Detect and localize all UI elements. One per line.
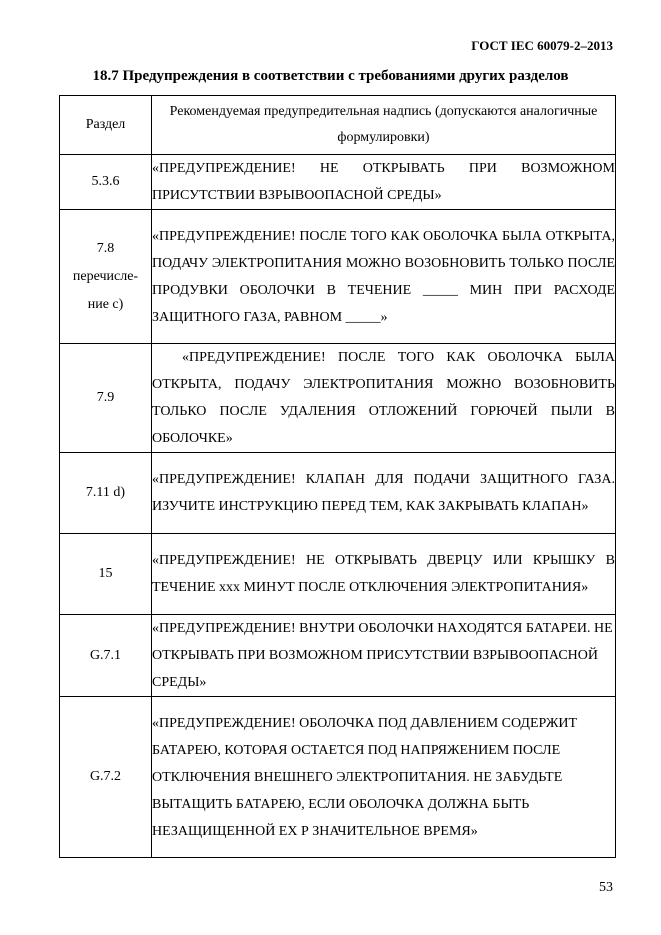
column-header-section: Раздел	[60, 96, 152, 155]
page-number: 53	[599, 880, 613, 895]
section-cell: 5.3.6	[60, 155, 152, 210]
section-cell: 7.9	[60, 344, 152, 453]
column-header-warning-text: Рекомендуемая предупредительная надпись (допускаются аналогичные формулировки)	[152, 96, 616, 155]
table-row	[60, 344, 616, 453]
table-row	[60, 210, 616, 344]
section-cell: G.7.2	[60, 697, 152, 858]
table-header-row	[60, 96, 616, 155]
warnings-table	[59, 95, 616, 858]
section-cell: G.7.1	[60, 615, 152, 697]
table-row	[60, 453, 616, 534]
table-row	[60, 697, 616, 858]
warning-text-cell: «ПРЕДУПРЕЖДЕНИЕ! ПОСЛЕ ТОГО КАК ОБОЛОЧКА БЫЛА ОТКРЫТА, ПОДАЧУ ЭЛЕКТРОПИТАНИЯ МОЖНО ВОЗОБНОВИТЬ ТОЛЬКО ПОСЛЕ УДАЛЕНИЯ ОТЛОЖЕНИЙ ГОРЮЧЕЙ ПЫЛИ В ОБОЛОЧКЕ»	[152, 344, 616, 453]
warning-text-cell: «ПРЕДУПРЕЖДЕНИЕ! НЕ ОТКРЫВАТЬ ДВЕРЦУ ИЛИ КРЫШКУ В ТЕЧЕНИЕ xxx МИНУТ ПОСЛЕ ОТКЛЮЧЕНИЯ ЭЛЕКТРОПИТАНИЯ»	[152, 534, 616, 615]
warning-text-cell: «ПРЕДУПРЕЖДЕНИЕ! ОБОЛОЧКА ПОД ДАВЛЕНИЕМ СОДЕРЖИТ БАТАРЕЮ, КОТОРАЯ ОСТАЕТСЯ ПОД НАПРЯЖЕНИЕМ ПОСЛЕ ОТКЛЮЧЕНИЯ ВНЕШНЕГО ЭЛЕКТРОПИТАНИЯ. НЕ ЗАБУДЬТЕ ВЫТАЩИТЬ БАТАРЕЮ, ЕСЛИ ОБОЛОЧКА ДОЛЖНА БЫТЬ НЕЗАЩИЩЕННОЙ ЕХ Р ЗНАЧИТЕЛЬНОЕ ВРЕМЯ»	[152, 697, 616, 858]
section-cell: 15	[60, 534, 152, 615]
warning-text-cell: «ПРЕДУПРЕЖДЕНИЕ! НЕ ОТКРЫВАТЬ ПРИ ВОЗМОЖНОМ ПРИСУТСТВИИ ВЗРЫВООПАСНОЙ СРЕДЫ»	[152, 155, 616, 210]
table-row	[60, 155, 616, 210]
warning-text-cell: «ПРЕДУПРЕЖДЕНИЕ! КЛАПАН ДЛЯ ПОДАЧИ ЗАЩИТНОГО ГАЗА. ИЗУЧИТЕ ИНСТРУКЦИЮ ПЕРЕД ТЕМ, КАК ЗАКРЫВАТЬ КЛАПАН»	[152, 453, 616, 534]
warning-text-cell: «ПРЕДУПРЕЖДЕНИЕ! ВНУТРИ ОБОЛОЧКИ НАХОДЯТСЯ БАТАРЕИ. НЕ ОТКРЫВАТЬ ПРИ ВОЗМОЖНОМ ПРИСУТСТВИИ ВЗРЫВООПАСНОЙ СРЕДЫ»	[152, 615, 616, 697]
document-header: ГОСТ IEC 60079-2–2013	[471, 38, 613, 53]
section-title: 18.7 Предупреждения в соответствии с требованиями других разделов	[92, 68, 569, 84]
section-cell: 7.11 d)	[60, 453, 152, 534]
section-cell: 7.8 перечисле-ние с)	[60, 210, 152, 344]
table-row	[60, 534, 616, 615]
warning-text-cell: «ПРЕДУПРЕЖДЕНИЕ! ПОСЛЕ ТОГО КАК ОБОЛОЧКА БЫЛА ОТКРЫТА, ПОДАЧУ ЭЛЕКТРОПИТАНИЯ МОЖНО ВОЗОБНОВИТЬ ТОЛЬКО ПОСЛЕ ПРОДУВКИ ОБОЛОЧКИ В ТЕЧЕНИЕ _____ МИН ПРИ РАСХОДЕ ЗАЩИТНОГО ГАЗА, РАВНОМ _____»	[152, 210, 616, 344]
table-row	[60, 615, 616, 697]
